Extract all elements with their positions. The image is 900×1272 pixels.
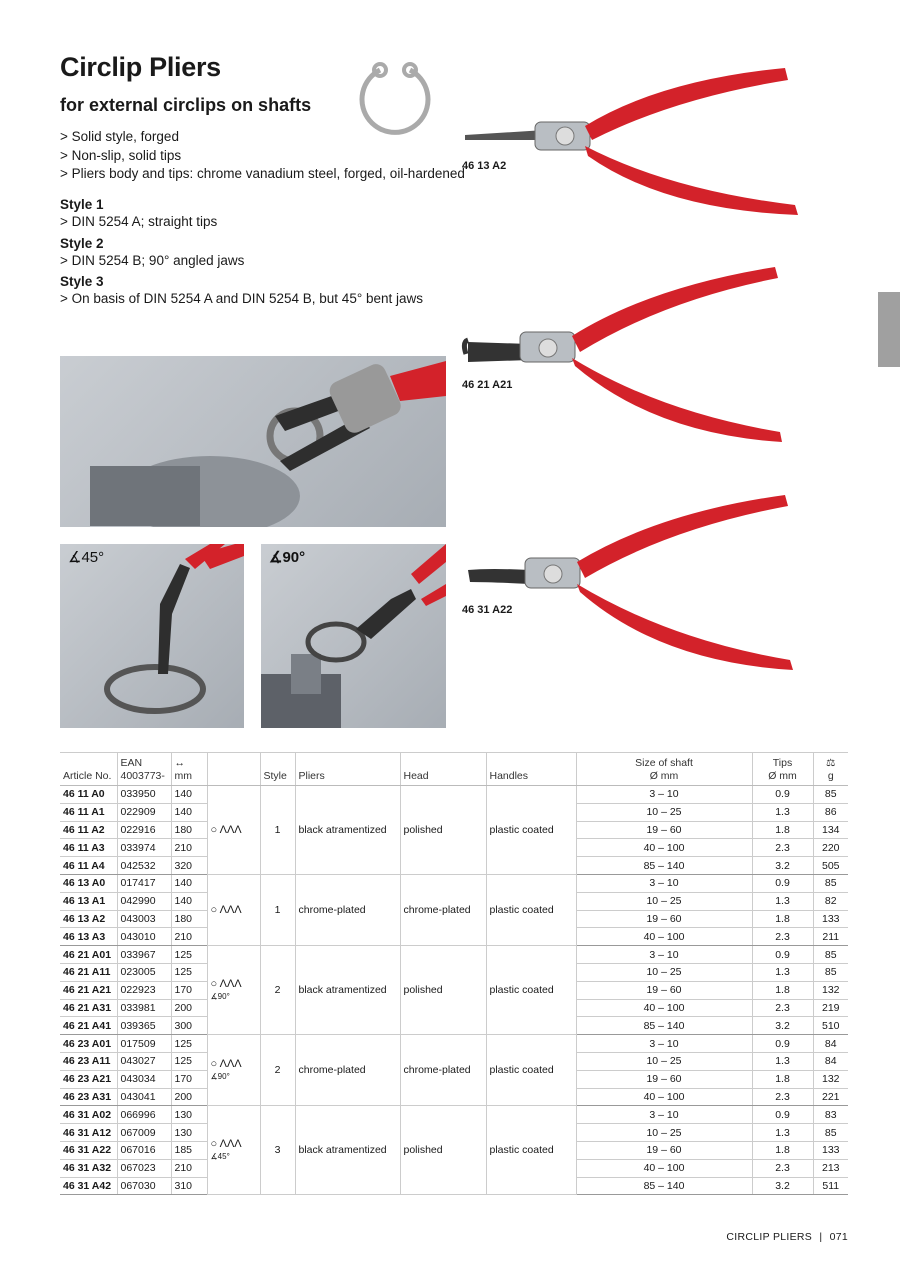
length-mm: 125	[171, 963, 207, 981]
table-header-row	[60, 753, 848, 786]
shaft-size: 85 – 140	[576, 1017, 752, 1035]
ean-code: 033974	[117, 839, 171, 857]
weight-g: 213	[813, 1159, 848, 1177]
col-article: Article No.	[60, 753, 117, 786]
article-number: 46 11 A4	[60, 857, 117, 875]
shaft-size: 10 – 25	[576, 892, 752, 910]
pliers-finish: black atramentized	[295, 786, 400, 875]
col-length: ↔ mm	[171, 753, 207, 786]
tip-diameter: 1.3	[752, 803, 813, 821]
feature-item: > Pliers body and tips: chrome vanadium steel, forged, oil-hardened	[60, 166, 465, 181]
ean-code: 043010	[117, 928, 171, 946]
weight-g: 85	[813, 946, 848, 964]
ean-code: 043034	[117, 1070, 171, 1088]
length-mm: 300	[171, 1017, 207, 1035]
tip-diameter: 2.3	[752, 1088, 813, 1106]
tip-diameter: 0.9	[752, 786, 813, 804]
style-number: 3	[260, 1106, 295, 1195]
ring-icon: ○	[210, 904, 218, 917]
ring-icon: ○	[210, 1057, 218, 1070]
tip-diameter: 1.3	[752, 1124, 813, 1142]
handles-type: plastic coated	[486, 1106, 576, 1195]
length-mm: 180	[171, 910, 207, 928]
type-symbol	[207, 1106, 260, 1195]
type-symbol	[207, 1035, 260, 1106]
ean-code: 067009	[117, 1124, 171, 1142]
length-mm: 310	[171, 1177, 207, 1195]
shaft-size: 10 – 25	[576, 803, 752, 821]
ean-code: 022909	[117, 803, 171, 821]
shaft-size: 85 – 140	[576, 857, 752, 875]
type-symbol	[207, 946, 260, 1035]
weight-g: 133	[813, 1141, 848, 1159]
head-finish: polished	[400, 1106, 486, 1195]
weight-g: 85	[813, 786, 848, 804]
col-type-symbol	[207, 753, 260, 786]
table-row	[60, 946, 848, 964]
weight-g: 85	[813, 1124, 848, 1142]
spring-icon: ΛΛΛ	[219, 977, 242, 990]
pliers-finish: chrome-plated	[295, 874, 400, 945]
angle-icon: ∡90°	[210, 1071, 230, 1081]
article-number: 46 21 A41	[60, 1017, 117, 1035]
section-tab	[878, 292, 900, 367]
length-mm: 140	[171, 786, 207, 804]
tip-diameter: 3.2	[752, 857, 813, 875]
shaft-size: 19 – 60	[576, 821, 752, 839]
angle-badge-90: ∡90°	[269, 549, 306, 566]
pliers-image-46-21-a21	[460, 262, 790, 442]
length-mm: 130	[171, 1106, 207, 1124]
article-number: 46 13 A0	[60, 874, 117, 892]
weight-g: 132	[813, 1070, 848, 1088]
length-mm: 125	[171, 1052, 207, 1070]
pliers-image-46-31-a22	[460, 490, 800, 670]
style-heading: Style 1	[60, 197, 104, 212]
length-mm: 210	[171, 1159, 207, 1177]
spec-table	[60, 752, 848, 1195]
tip-diameter: 3.2	[752, 1017, 813, 1035]
style-text: > DIN 5254 B; 90° angled jaws	[60, 252, 245, 268]
weight-g: 219	[813, 999, 848, 1017]
ean-code: 067030	[117, 1177, 171, 1195]
length-mm: 140	[171, 874, 207, 892]
weight-g: 220	[813, 839, 848, 857]
feature-item: > Non-slip, solid tips	[60, 147, 182, 163]
shaft-size: 40 – 100	[576, 999, 752, 1017]
shaft-size: 40 – 100	[576, 839, 752, 857]
head-finish: chrome-plated	[400, 874, 486, 945]
footer-section: CIRCLIP PLIERS	[726, 1231, 813, 1243]
ean-code: 043041	[117, 1088, 171, 1106]
length-mm: 185	[171, 1141, 207, 1159]
length-mm: 170	[171, 1070, 207, 1088]
weight-g: 505	[813, 857, 848, 875]
tip-diameter: 1.8	[752, 1070, 813, 1088]
weight-g: 511	[813, 1177, 848, 1195]
weight-g: 211	[813, 928, 848, 946]
feature-item: > Solid style, forged	[60, 129, 179, 144]
angle-badge-45: ∡45°	[68, 549, 105, 566]
application-photo-45	[60, 544, 244, 728]
weight-g: 221	[813, 1088, 848, 1106]
article-number: 46 13 A3	[60, 928, 117, 946]
article-number: 46 21 A11	[60, 963, 117, 981]
tip-diameter: 0.9	[752, 1106, 813, 1124]
shaft-size: 19 – 60	[576, 1070, 752, 1088]
head-finish: polished	[400, 786, 486, 875]
shaft-size: 40 – 100	[576, 1159, 752, 1177]
shaft-size: 3 – 10	[576, 1106, 752, 1124]
ean-code: 067016	[117, 1141, 171, 1159]
ean-code: 033981	[117, 999, 171, 1017]
weight-g: 85	[813, 874, 848, 892]
ean-code: 033950	[117, 786, 171, 804]
col-pliers: Pliers	[295, 753, 400, 786]
tip-diameter: 0.9	[752, 1035, 813, 1053]
shaft-size: 3 – 10	[576, 946, 752, 964]
head-finish: chrome-plated	[400, 1035, 486, 1106]
ring-icon: ○	[210, 1137, 218, 1150]
page-number: 071	[829, 1231, 848, 1243]
ring-icon: ○	[210, 977, 218, 990]
article-number: 46 11 A0	[60, 786, 117, 804]
pliers-image-46-13-a2	[460, 60, 805, 220]
style-text: > DIN 5254 A; straight tips	[60, 214, 218, 229]
spring-icon: ΛΛΛ	[219, 823, 242, 836]
length-mm: 140	[171, 803, 207, 821]
ring-icon: ○	[210, 823, 218, 836]
style-number: 2	[260, 946, 295, 1035]
shaft-size: 10 – 25	[576, 963, 752, 981]
handles-type: plastic coated	[486, 786, 576, 875]
tip-diameter: 1.3	[752, 892, 813, 910]
application-photo-90	[261, 544, 446, 728]
col-shaft-size: Size of shaft Ø mm	[576, 753, 752, 786]
shaft-size: 10 – 25	[576, 1124, 752, 1142]
tip-diameter: 2.3	[752, 999, 813, 1017]
ean-code: 043003	[117, 910, 171, 928]
handles-type: plastic coated	[486, 1035, 576, 1106]
article-number: 46 31 A12	[60, 1124, 117, 1142]
length-mm: 210	[171, 839, 207, 857]
article-number: 46 11 A1	[60, 803, 117, 821]
article-number: 46 23 A21	[60, 1070, 117, 1088]
handles-type: plastic coated	[486, 874, 576, 945]
style-number: 2	[260, 1035, 295, 1106]
style-heading: Style 3	[60, 274, 104, 289]
circlip-ring-icon	[355, 58, 435, 140]
footer-separator: |	[819, 1231, 823, 1243]
col-head: Head	[400, 753, 486, 786]
weight-g: 510	[813, 1017, 848, 1035]
weight-g: 84	[813, 1052, 848, 1070]
article-number: 46 11 A3	[60, 839, 117, 857]
article-number: 46 13 A2	[60, 910, 117, 928]
table-row	[60, 786, 848, 804]
ean-code: 043027	[117, 1052, 171, 1070]
page-subtitle: for external circlips on shafts	[60, 95, 312, 115]
style-number: 1	[260, 874, 295, 945]
article-number: 46 21 A01	[60, 946, 117, 964]
length-mm: 130	[171, 1124, 207, 1142]
ean-code: 022916	[117, 821, 171, 839]
article-number: 46 31 A32	[60, 1159, 117, 1177]
style-text: > On basis of DIN 5254 A and DIN 5254 B, but 45° bent jaws	[60, 291, 424, 306]
shaft-size: 40 – 100	[576, 928, 752, 946]
tip-diameter: 0.9	[752, 946, 813, 964]
article-number: 46 13 A1	[60, 892, 117, 910]
article-number: 46 31 A42	[60, 1177, 117, 1195]
tip-diameter: 1.8	[752, 1141, 813, 1159]
ean-code: 042532	[117, 857, 171, 875]
angle-icon: ∡90°	[210, 991, 230, 1001]
length-mm: 140	[171, 892, 207, 910]
length-mm: 200	[171, 999, 207, 1017]
product-label: 46 21 A21	[462, 379, 513, 391]
ean-code: 017417	[117, 874, 171, 892]
shaft-size: 19 – 60	[576, 910, 752, 928]
table-row	[60, 1035, 848, 1053]
article-number: 46 23 A11	[60, 1052, 117, 1070]
tip-diameter: 3.2	[752, 1177, 813, 1195]
weight-g: 86	[813, 803, 848, 821]
tip-diameter: 2.3	[752, 1159, 813, 1177]
tip-diameter: 0.9	[752, 874, 813, 892]
article-number: 46 21 A21	[60, 981, 117, 999]
ean-code: 039365	[117, 1017, 171, 1035]
ean-code: 023005	[117, 963, 171, 981]
article-number: 46 11 A2	[60, 821, 117, 839]
article-number: 46 21 A31	[60, 999, 117, 1017]
shaft-size: 85 – 140	[576, 1177, 752, 1195]
length-mm: 180	[171, 821, 207, 839]
type-symbol	[207, 786, 260, 875]
length-mm: 125	[171, 946, 207, 964]
table-row	[60, 1106, 848, 1124]
article-number: 46 23 A31	[60, 1088, 117, 1106]
length-mm: 200	[171, 1088, 207, 1106]
style-list	[60, 196, 423, 309]
length-mm: 320	[171, 857, 207, 875]
spring-icon: ΛΛΛ	[219, 1137, 242, 1150]
product-label: 46 13 A2	[462, 160, 507, 172]
article-number: 46 31 A02	[60, 1106, 117, 1124]
product-label: 46 31 A22	[462, 604, 513, 616]
article-number: 46 31 A22	[60, 1141, 117, 1159]
weight-g: 83	[813, 1106, 848, 1124]
page-title: Circlip Pliers	[60, 52, 221, 82]
application-photo-main	[60, 356, 446, 527]
type-symbol	[207, 874, 260, 945]
table-row	[60, 874, 848, 892]
ean-code: 022923	[117, 981, 171, 999]
tip-diameter: 1.3	[752, 963, 813, 981]
pliers-finish: black atramentized	[295, 946, 400, 1035]
scale-icon: ⚖	[826, 757, 836, 769]
weight-g: 84	[813, 1035, 848, 1053]
style-heading: Style 2	[60, 235, 104, 251]
spring-icon: ΛΛΛ	[219, 904, 242, 917]
tip-diameter: 1.8	[752, 821, 813, 839]
col-weight: ⚖ g	[813, 753, 848, 786]
tip-diameter: 2.3	[752, 928, 813, 946]
pliers-finish: black atramentized	[295, 1106, 400, 1195]
weight-g: 82	[813, 892, 848, 910]
ean-code: 066996	[117, 1106, 171, 1124]
tip-diameter: 1.3	[752, 1052, 813, 1070]
tip-diameter: 1.8	[752, 910, 813, 928]
style-number: 1	[260, 786, 295, 875]
shaft-size: 40 – 100	[576, 1088, 752, 1106]
ean-code: 017509	[117, 1035, 171, 1053]
weight-g: 134	[813, 821, 848, 839]
pliers-finish: chrome-plated	[295, 1035, 400, 1106]
col-ean: EAN 4003773-	[117, 753, 171, 786]
spring-icon: ΛΛΛ	[219, 1057, 242, 1070]
length-mm: 125	[171, 1035, 207, 1053]
angle-icon: ∡45°	[210, 1151, 230, 1161]
ean-code: 067023	[117, 1159, 171, 1177]
shaft-size: 10 – 25	[576, 1052, 752, 1070]
shaft-size: 3 – 10	[576, 874, 752, 892]
ean-code: 042990	[117, 892, 171, 910]
shaft-size: 3 – 10	[576, 786, 752, 804]
shaft-size: 19 – 60	[576, 981, 752, 999]
shaft-size: 19 – 60	[576, 1141, 752, 1159]
length-mm: 170	[171, 981, 207, 999]
shaft-size: 3 – 10	[576, 1035, 752, 1053]
col-tips: Tips Ø mm	[752, 753, 813, 786]
weight-g: 132	[813, 981, 848, 999]
col-style: Style	[260, 753, 295, 786]
ean-code: 033967	[117, 946, 171, 964]
weight-g: 85	[813, 963, 848, 981]
length-mm: 210	[171, 928, 207, 946]
page-footer	[726, 1231, 848, 1243]
head-finish: polished	[400, 946, 486, 1035]
handles-type: plastic coated	[486, 946, 576, 1035]
col-handles: Handles	[486, 753, 576, 786]
article-number: 46 23 A01	[60, 1035, 117, 1053]
tip-diameter: 2.3	[752, 839, 813, 857]
weight-g: 133	[813, 910, 848, 928]
tip-diameter: 1.8	[752, 981, 813, 999]
